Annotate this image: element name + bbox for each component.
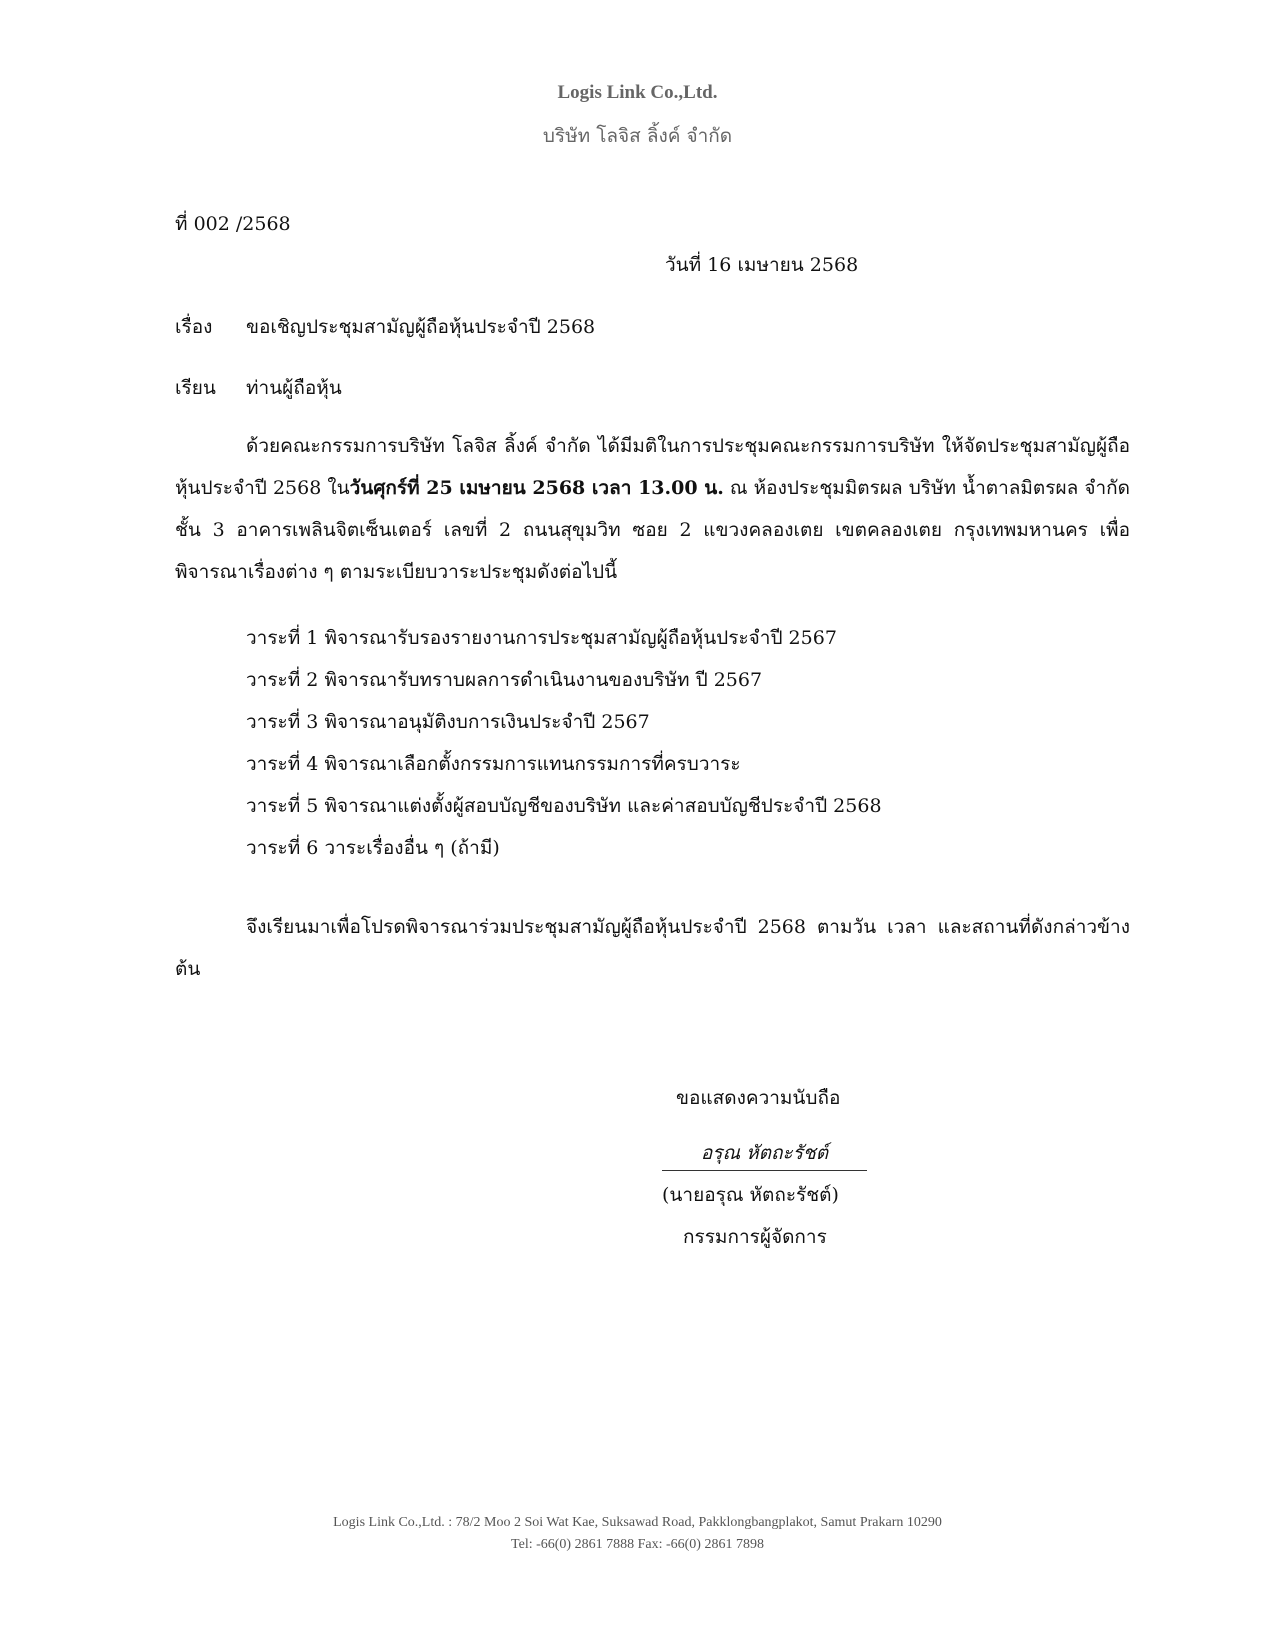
subject-text: ขอเชิญประชุมสามัญผู้ถือหุ้นประจำปี 2568 [246, 316, 596, 338]
intro-text-1: ด้วยคณะกรรมการบริษัท โลจิส ลิ้งค์ จำกัด ได้มีมติในการประชุมคณะกรรมการบริษัท ให้จัดประชุมสามัญผู้ถือหุ้นประจำปี 2568 ใน [175, 435, 1130, 499]
intro-text-2: ณ ห้องประชุมมิตรผล บริษัท น้ำตาลมิตรผล จำกัด ชั้น 3 อาคารเพลินจิตเซ็นเตอร์ เลขที่ 2 ถนนสุขุมวิท ซอย 2 แขวงคลองเตย เขตคลองเตย กรุงเทพมหานคร เพื่อพิจารณาเรื่องต่าง ๆ ตามระเบียบวาระประชุมดังต่อไปนี้ [175, 477, 1130, 583]
company-name-th: บริษัท โลจิส ลิ้งค์ จำกัด [542, 125, 733, 147]
intro-paragraph [175, 425, 1130, 593]
letter-date: วันที่ 16 เมษายน 2568 [665, 254, 859, 276]
agenda-item: วาระที่ 3 พิจารณาอนุมัติงบการเงินประจำปี 2567 [246, 711, 650, 733]
signer-title: กรรมการผู้จัดการ [683, 1226, 827, 1248]
signer-name: (นายอรุณ หัตถะรัชต์) [662, 1184, 839, 1206]
footer-address: Logis Link Co.,Ltd. : 78/2 Moo 2 Soi Wat Kae, Suksawad Road, Pakklongbangplakot, Samut Prakarn 10290 [333, 1515, 942, 1530]
agenda-list [246, 617, 882, 869]
company-name-en: Logis Link Co.,Ltd. [557, 82, 718, 103]
recipient-text: ท่านผู้ถือหุ้น [246, 377, 342, 399]
subject-label: เรื่อง [175, 316, 213, 338]
signature: อรุณ หัตถะรัชต์ [662, 1138, 867, 1171]
recipient-label: เรียน [175, 377, 216, 399]
meeting-datetime: วันศุกร์ที่ 25 เมษายน 2568 เวลา 13.00 น. [349, 477, 724, 499]
reference-number: ที่ 002 /2568 [175, 213, 291, 235]
agenda-item: วาระที่ 6 วาระเรื่องอื่น ๆ (ถ้ามี) [246, 837, 500, 859]
closing-paragraph: จึงเรียนมาเพื่อโปรดพิจารณาร่วมประชุมสามัญผู้ถือหุ้นประจำปี 2568 ตามวัน เวลา และสถานที่ดังกล่าวข้างต้น [175, 916, 1130, 980]
agenda-item: วาระที่ 5 พิจารณาแต่งตั้งผู้สอบบัญชีของบริษัท และค่าสอบบัญชีประจำปี 2568 [246, 795, 882, 817]
agenda-item: วาระที่ 2 พิจารณารับทราบผลการดำเนินงานของบริษัท ปี 2567 [246, 669, 763, 691]
regards-text: ขอแสดงความนับถือ [676, 1087, 841, 1109]
agenda-item: วาระที่ 4 พิจารณาเลือกตั้งกรรมการแทนกรรมการที่ครบวาระ [246, 753, 741, 775]
agenda-item: วาระที่ 1 พิจารณารับรองรายงานการประชุมสามัญผู้ถือหุ้นประจำปี 2567 [246, 627, 837, 649]
footer-contact: Tel: -66(0) 2861 7888 Fax: -66(0) 2861 7898 [511, 1537, 764, 1552]
